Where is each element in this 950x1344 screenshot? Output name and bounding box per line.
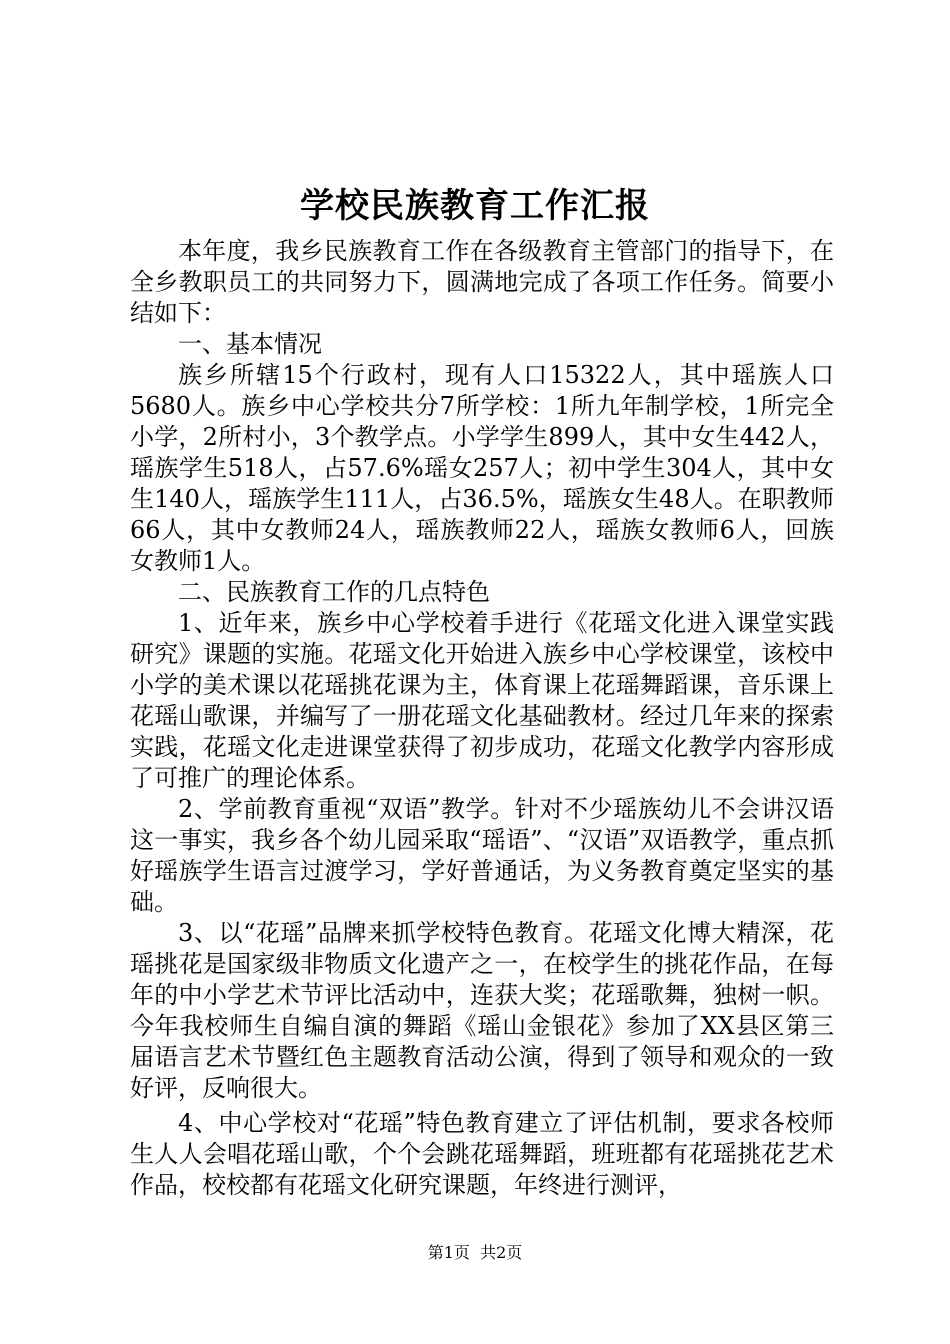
paragraph-basic-situation: 族乡所辖15个行政村，现有人口15322人，其中瑶族人口5680人。族乡中心学校共分7所学校：1所九年制学校，1所完全小学，2所村小，3个教学点。小学学生899人，其中女生442人，瑶族学生518人，占57.6%瑶女257人；初中学生304人，其中女生140人，瑶族学生111人，占36.5%，瑶族女生48人。在职教师66人，其中女教师24人，瑶族教师22人，瑶族女教师6人，回族女教师1人。 [130,361,834,575]
paragraph-feature-3: 3、以“花瑶”品牌来抓学校特色教育。花瑶文化博大精深，花瑶挑花是国家级非物质文化遗产之一，在校学生的挑花作品，在每年的中小学艺术节评比活动中，连获大奖；花瑶歌舞，独树一帜。今年我校师生自编自演的舞蹈《瑶山金银花》参加了XX县区第三届语言艺术节暨红色主题教育活动公演，得到了领导和观众的一致好评，反响很大。 [130,919,834,1102]
section-heading-basic-situation: 一、基本情况 [178,330,322,358]
paragraph-intro: 本年度，我乡民族教育工作在各级教育主管部门的指导下，在全乡教职员工的共同努力下，圆满地完成了各项工作任务。简要小结如下： [130,237,834,327]
page-number-footer: 第1页 共2页 [427,1243,523,1262]
paragraph-feature-4: 4、中心学校对“花瑶”特色教育建立了评估机制，要求各校师生人人会唱花瑶山歌，个个会跳花瑶舞蹈，班班都有花瑶挑花艺术作品，校校都有花瑶文化研究课题，年终进行测评， [130,1109,834,1199]
section-heading-features: 二、民族教育工作的几点特色 [178,578,490,606]
paragraph-feature-1: 1、近年来，族乡中心学校着手进行《花瑶文化进入课堂实践研究》课题的实施。花瑶文化开始进入族乡中心学校课堂，该校中小学的美术课以花瑶挑花课为主，体育课上花瑶舞蹈课，音乐课上花瑶山歌课，并编写了一册花瑶文化基础教材。经过几年来的探索实践，花瑶文化走进课堂获得了初步成功，花瑶文化教学内容形成了可推广的理论体系。 [130,609,834,792]
document-title: 学校民族教育工作汇报 [300,186,650,226]
document-body [130,236,834,1201]
paragraph-feature-2: 2、学前教育重视“双语”教学。针对不少瑶族幼儿不会讲汉语这一事实，我乡各个幼儿园采取“瑶语”、“汉语”双语教学，重点抓好瑶族学生语言过渡学习，学好普通话，为义务教育奠定坚实的基础。 [130,795,834,916]
